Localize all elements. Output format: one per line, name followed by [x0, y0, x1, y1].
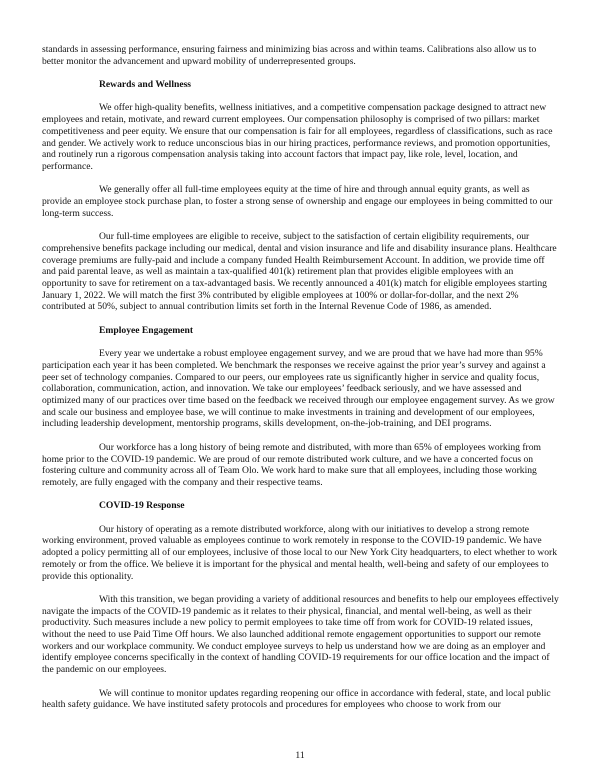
heading-rewards-and-wellness: Rewards and Wellness	[99, 79, 192, 91]
paragraph-reopening: We will continue to monitor updates regarding reopening our office in accordance with federal, state, and local public health safety guidance. We have instituted safety protocols and procedures for employees who choose to work from our	[42, 687, 551, 711]
document-page	[42, 44, 559, 723]
paragraph-compensation: We offer high-quality benefits, wellness initiatives, and a competitive compensation package designed to attract new employees and retain, motivate, and reward current employees. Our compensation philosophy is comprised of two pillars: market competitiveness and peer equity. We ensure that our compensation is fair for all employees, regardless of classifications, such as race and gender. We actively work to reduce unconscious bias in our hiring practices, performance reviews, and promotion opportunities, and routinely run a rigorous compensation analysis taking into account factors that impact pay, like role, level, location, and performance.	[42, 102, 553, 172]
paragraph-engagement-survey: Every year we undertake a robust employee engagement survey, and we are proud that we have had more than 95% participation each year it has been completed. We benchmark the responses we receive against the prior year’s survey and against a peer set of technology companies. Compared to our peers, our employees rate us significantly higher in service and quality focus, collaboration, communication, action, and innovation. We take our employees’ feedback seriously, and we have assessed and optimized many of our practices over time based on the feedback we received through our employee engagement survey. As we grow and scale our business and employee base, we will continue to make investments in training and development of our employees, including leadership development, mentorship programs, skills development, on-the-job-training, and DEI programs.	[42, 348, 555, 430]
paragraph-covid-resources: With this transition, we began providing a variety of additional resources and benefits to help our employees effectively navigate the impacts of the COVID-19 pandemic as it relates to their physical, financial, and mental well-being, as well as their productivity. Such measures include a new policy to permit employees to take time off from work for COVID-19 related issues, without the need to use Paid Time Off hours. We also launched additional remote engagement opportunities to support our remote workers and our workplace community. We conduct employee surveys to help us understand how we are doing as an employer and identify employee concerns specifically in the context of handling COVID-19 requirements for our office location and the impact of the pandemic on our employees.	[42, 593, 559, 676]
heading-covid-19-response: COVID-19 Response	[99, 500, 185, 512]
paragraph-benefits: Our full-time employees are eligible to receive, subject to the satisfaction of certain eligibility requirements, our comprehensive benefits package including our medical, dental and vision insurance and life and disability insurance plans. Healthcare coverage premiums are fully-paid and include a company funded Health Reimbursement Account. In addition, we provide time off and paid parental leave, as well as maintain a tax-qualified 401(k) retirement plan that provides eligible employees with an opportunity to save for retirement on a tax-advantaged basis. We recently announced a 401(k) match for eligible employees starting January 1, 2022. We will match the first 3% contributed by eligible employees at 100% or dollar-for-dollar, and the next 2% contributed at 50%, subject to annual contribution limits set forth in the Internal Revenue Code of 1986, as amended.	[42, 231, 557, 313]
paragraph-covid-policy: Our history of operating as a remote distributed workforce, along with our initiatives to develop a strong remote working environment, proved valuable as employees continue to work remotely in response to the COVID-19 pandemic. We have adopted a policy permitting all of our employees, inclusive of those local to our New York City headquarters, to elect whether to work remotely or from the office. We believe it is important for the physical and mental health, well-being and safety of our employees to provide this optionality.	[42, 523, 558, 582]
page-number: 11	[295, 750, 305, 761]
heading-employee-engagement: Employee Engagement	[99, 324, 194, 336]
paragraph-calibrations: standards in assessing performance, ensuring fairness and minimizing bias across and within teams. Calibrations also allow us to better monitor the advancement and upward mobility of underrepresented groups.	[42, 44, 537, 67]
paragraph-remote-workforce: Our workforce has a long history of being remote and distributed, with more than 65% of employees working from home prior to the COVID-19 pandemic. We are proud of our remote distributed work culture, and we have a concerted focus on fostering culture and community across all of Team Olo. We work hard to make sure that all employees, including those working remotely, are fully engaged with the company and their respective teams.	[42, 441, 542, 488]
paragraph-equity: We generally offer all full-time employees equity at the time of hire and through annual equity grants, as well as provide an employee stock purchase plan, to foster a strong sense of ownership and engage our employees in being committed to our long-term success.	[42, 184, 553, 219]
